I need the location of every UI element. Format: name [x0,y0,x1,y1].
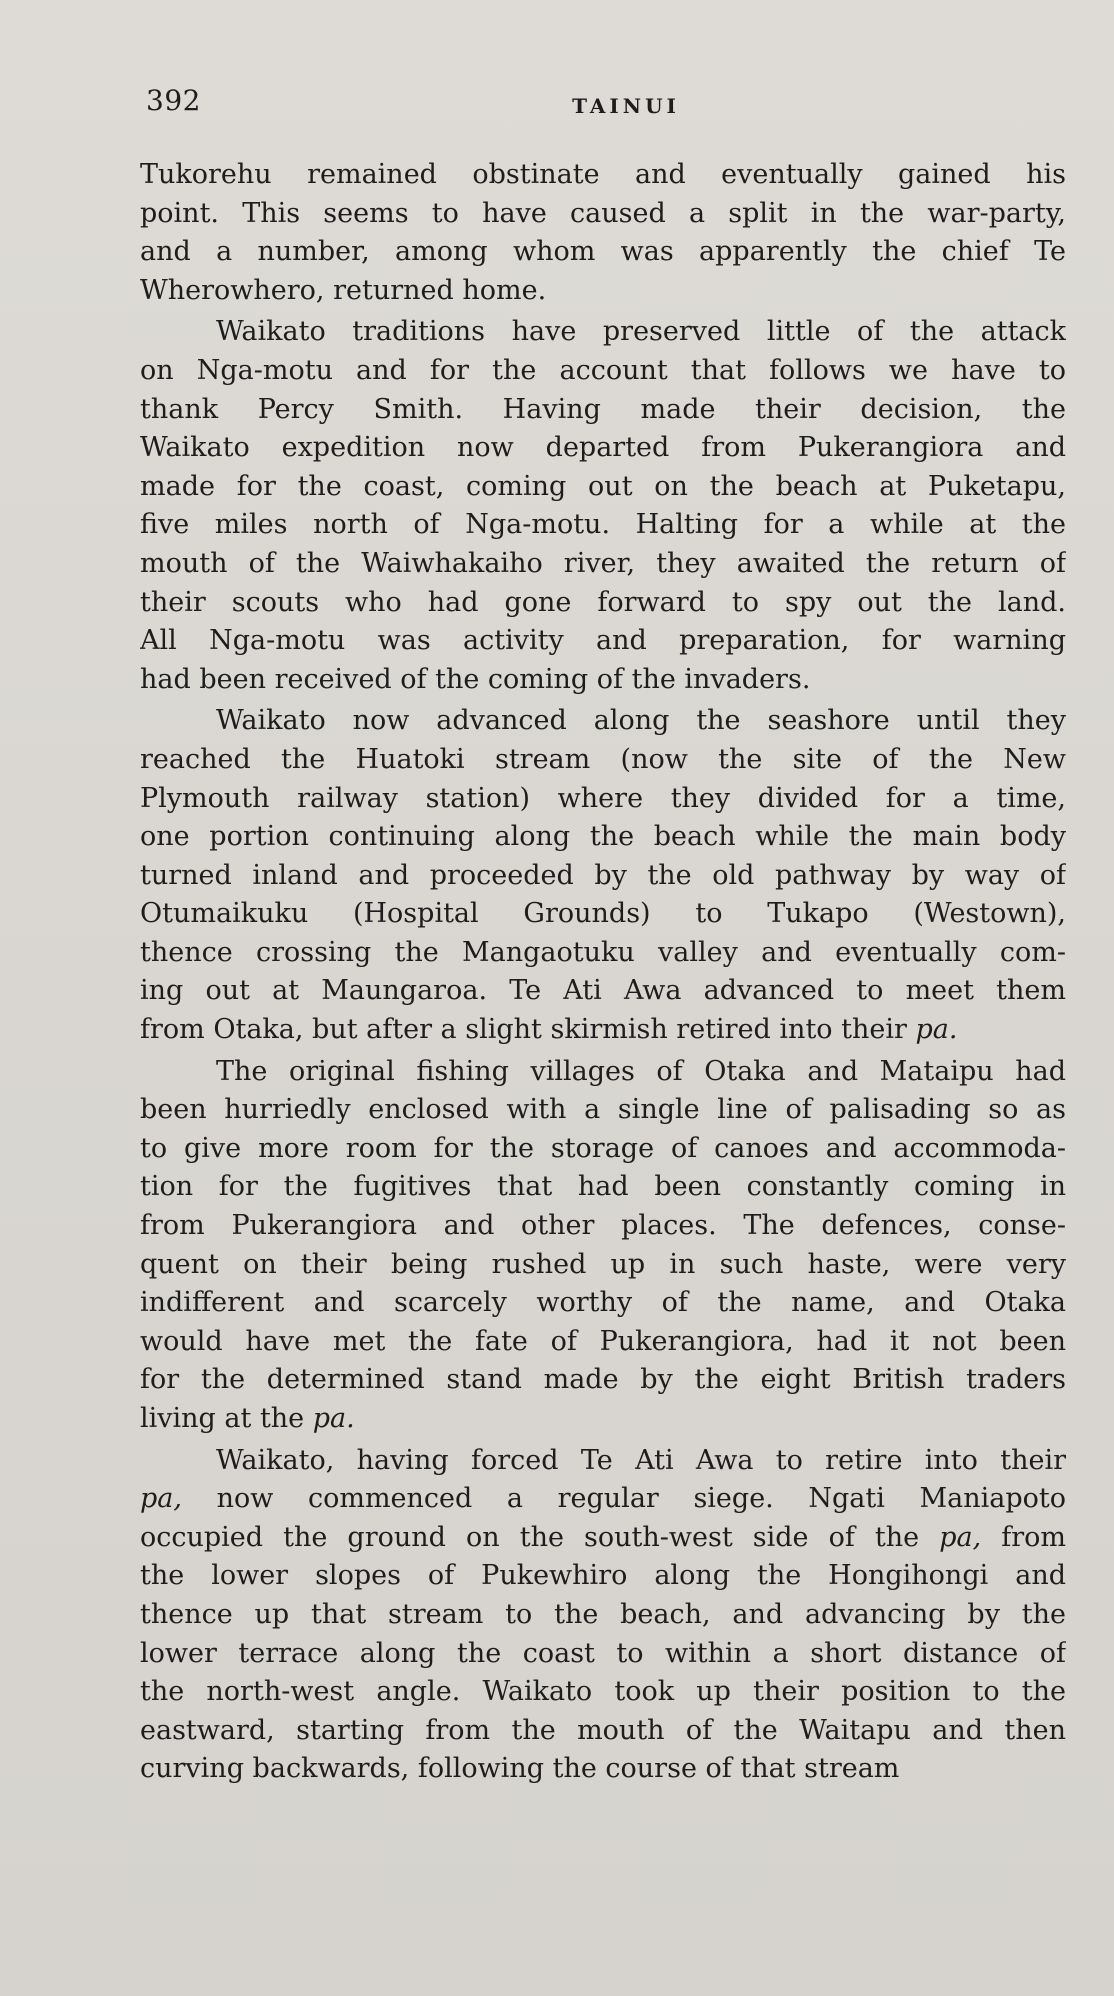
text-line: to give more room for the storage of canoes and accommoda- [140,1132,1066,1164]
text-line: living at the pa. [140,1403,355,1434]
text-line: turned inland and proceeded by the old pathway by way of [140,859,1066,891]
text-line: ing out at Maungaroa. Te Ati Awa advanced to meet them [140,975,1066,1007]
text-line: reached the Huatoki stream (now the site of the New [140,743,1066,775]
text-line: Waikato expedition now departed from Pukerangiora and [140,432,1066,464]
text-line: been hurriedly enclosed with a single line of palisading so as [140,1094,1066,1126]
text-line: one portion continuing along the beach while the main body [140,821,1066,853]
text-line: quent on their being rushed up in such haste, were very [140,1248,1066,1280]
text-line: All Nga-motu was activity and preparation, for warning [140,625,1066,657]
text-line: the north-west angle. Waikato took up their position to the [140,1676,1066,1708]
text-line: made for the coast, coming out on the beach at Puketapu, [140,470,1066,502]
text-line: Otumaikuku (Hospital Grounds) to Tukapo (Westown), [140,898,1066,930]
text-line: Tukorehu remained obstinate and eventually gained his [140,159,1066,190]
page-header [146,84,1066,124]
text-line: from Otaka, but after a slight skirmish retired into their pa. [140,1014,958,1046]
text-line: The original fishing villages of Otaka and Mataipu had [216,1055,1066,1087]
text-line: Wherowhero, returned home. [140,274,547,306]
text-line: thank Percy Smith. Having made their decision, the [140,393,1066,425]
text-line: indifferent and scarcely worthy of the name, and Otaka [140,1287,1066,1319]
text-line: would have met the fate of Pukerangiora, had it not been [140,1325,1066,1357]
text-line: lower terrace along the coast to within a short distance of [140,1637,1066,1669]
text-line: for the determined stand made by the eight British traders [140,1364,1066,1396]
text-line: mouth of the Waiwhakaiho river, they awaited the return of [140,547,1066,579]
paragraph [140,313,1066,699]
text-line: thence crossing the Mangaotuku valley and eventually com- [140,936,1066,968]
text-line: Plymouth railway station) where they divided for a time, [140,782,1066,814]
text-line: Waikato traditions have preserved little of the attack [216,316,1066,348]
text-line: five miles north of Nga-motu. Halting for a while at the [140,509,1066,541]
text-line: Waikato now advanced along the seashore until they [216,705,1066,737]
text-line: eastward, starting from the mouth of the Waitapu and then [140,1714,1066,1746]
text-line: and a number, among whom was apparently the chief Te [140,236,1066,268]
paragraph [140,156,1066,310]
text-line: Waikato, having forced Te Ati Awa to retire into their [216,1444,1066,1476]
body-text [140,156,1066,1792]
text-line: thence up that stream to the beach, and advancing by the [140,1598,1066,1630]
text-line: on Nga-motu and for the account that follows we have to [140,354,1066,386]
text-line: their scouts who had gone forward to spy out the land. [140,586,1066,618]
text-line: point. This seems to have caused a split in the war-party, [140,197,1066,229]
page-number: 392 [146,84,201,117]
text-line: from Pukerangiora and other places. The defences, conse- [140,1210,1066,1242]
text-line: pa, now commenced a regular siege. Ngati Maniapoto [140,1483,1066,1515]
running-head: TAINUI [572,94,680,118]
paragraph [140,1442,1066,1789]
text-line: curving backwards, following the course of that stream [140,1753,900,1785]
text-line: the lower slopes of Pukewhiro along the Hongihongi and [140,1560,1066,1592]
text-line: had been received of the coming of the invaders. [140,663,811,695]
paragraph [140,702,1066,1049]
paragraph [140,1053,1066,1439]
text-line: occupied the ground on the south-west side of the pa, from [140,1521,1066,1553]
text-line: tion for the fugitives that had been constantly coming in [140,1171,1066,1203]
